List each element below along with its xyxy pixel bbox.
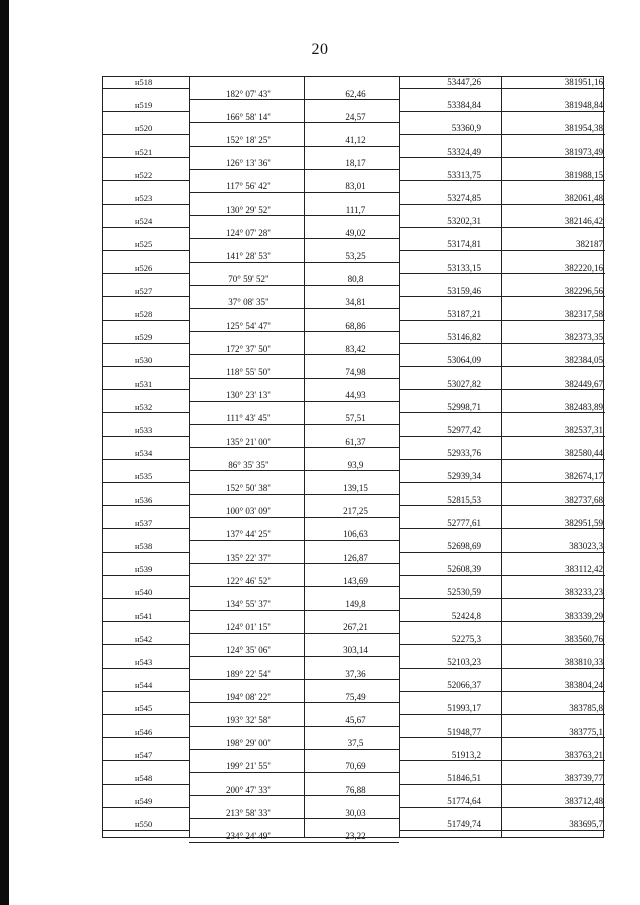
point-id: н547 (103, 750, 189, 762)
point-row (103, 286, 603, 298)
x-coordinate: 53360,9 (399, 123, 501, 135)
point-id: н525 (103, 239, 189, 251)
point-row (103, 657, 603, 669)
x-coordinate: 51749,74 (399, 819, 501, 831)
direction-angle: 152° 18' 25" (189, 135, 304, 147)
y-coordinate: 383785,8 (501, 703, 605, 715)
point-id: н548 (103, 773, 189, 785)
segment-length: 75,49 (304, 692, 399, 704)
coordinates-table (102, 76, 604, 841)
x-coordinate: 53146,82 (399, 332, 501, 344)
x-coordinate: 51993,17 (399, 703, 501, 715)
segment-length: 106,63 (304, 529, 399, 541)
segment-row (103, 715, 603, 727)
point-id: н539 (103, 564, 189, 576)
y-coordinate: 381948,84 (501, 100, 605, 112)
point-id: н542 (103, 634, 189, 646)
point-id: н536 (103, 495, 189, 507)
x-coordinate: 53384,84 (399, 100, 501, 112)
point-row (103, 796, 603, 808)
segment-length: 126,87 (304, 553, 399, 565)
y-coordinate: 383233,23 (501, 587, 605, 599)
x-coordinate: 53027,82 (399, 379, 501, 391)
direction-angle: 213° 58' 33" (189, 808, 304, 820)
y-coordinate: 383804,24 (501, 680, 605, 692)
x-coordinate: 53447,26 (399, 77, 501, 89)
y-coordinate: 383775,1 (501, 727, 605, 739)
segment-row (103, 738, 603, 750)
segment-length: 68,86 (304, 321, 399, 333)
x-coordinate: 53324,49 (399, 147, 501, 159)
direction-angle: 117° 56' 42" (189, 181, 304, 193)
point-id: н535 (103, 471, 189, 483)
y-coordinate: 382483,89 (501, 402, 605, 414)
direction-angle: 134° 55' 37" (189, 599, 304, 611)
point-row (103, 680, 603, 692)
point-row (103, 773, 603, 785)
y-coordinate: 382537,31 (501, 425, 605, 437)
point-row (103, 239, 603, 251)
segment-row (103, 692, 603, 704)
segment-row (103, 785, 603, 797)
point-row (103, 355, 603, 367)
segment-length: 217,25 (304, 506, 399, 518)
segment-length: 41,12 (304, 135, 399, 147)
segment-length: 18,17 (304, 158, 399, 170)
segment-row (103, 599, 603, 611)
point-row (103, 402, 603, 414)
y-coordinate: 382317,58 (501, 309, 605, 321)
x-coordinate: 52939,34 (399, 471, 501, 483)
segment-row (103, 321, 603, 333)
direction-angle: 198° 29' 00" (189, 738, 304, 750)
segment-length: 83,42 (304, 344, 399, 356)
segment-row (103, 158, 603, 170)
direction-angle: 172° 37' 50" (189, 344, 304, 356)
segment-length: 111,7 (304, 205, 399, 217)
segment-row (103, 344, 603, 356)
segment-row (103, 483, 603, 495)
x-coordinate: 52977,42 (399, 425, 501, 437)
y-coordinate: 382384,05 (501, 355, 605, 367)
point-row (103, 703, 603, 715)
direction-angle: 37° 08' 35" (189, 297, 304, 309)
segment-row (103, 135, 603, 147)
point-id: н520 (103, 123, 189, 135)
point-id: н540 (103, 587, 189, 599)
y-coordinate: 383739,77 (501, 773, 605, 785)
direction-angle: 141° 28' 53" (189, 251, 304, 263)
segment-row (103, 506, 603, 518)
segment-length: 30,03 (304, 808, 399, 820)
point-id: н530 (103, 355, 189, 367)
point-row (103, 611, 603, 623)
segment-row (103, 553, 603, 565)
point-row (103, 379, 603, 391)
x-coordinate: 53159,46 (399, 286, 501, 298)
segment-row (103, 89, 603, 101)
segment-row (103, 645, 603, 657)
point-row (103, 216, 603, 228)
y-coordinate: 382220,16 (501, 263, 605, 275)
point-id: н534 (103, 448, 189, 460)
direction-angle: 135° 22' 37" (189, 553, 304, 565)
direction-angle: 199° 21' 55" (189, 761, 304, 773)
segment-length: 23,22 (304, 831, 399, 843)
y-coordinate: 383695,7 (501, 819, 605, 831)
direction-angle: 86° 35' 35" (189, 460, 304, 472)
point-row (103, 123, 603, 135)
x-coordinate: 52608,39 (399, 564, 501, 576)
y-coordinate: 381973,49 (501, 147, 605, 159)
x-coordinate: 52424,8 (399, 611, 501, 623)
x-coordinate: 52815,53 (399, 495, 501, 507)
point-id: н527 (103, 286, 189, 298)
direction-angle: 122° 46' 52" (189, 576, 304, 588)
point-id: н529 (103, 332, 189, 344)
x-coordinate: 53313,75 (399, 170, 501, 182)
direction-angle: 135° 21' 00" (189, 437, 304, 449)
y-coordinate: 382187 (501, 239, 605, 251)
segment-row (103, 205, 603, 217)
segment-length: 45,67 (304, 715, 399, 727)
segment-row (103, 228, 603, 240)
direction-angle: 166° 58' 14" (189, 112, 304, 124)
y-coordinate: 383112,42 (501, 564, 605, 576)
direction-angle: 111° 43' 45" (189, 413, 304, 425)
segment-length: 37,5 (304, 738, 399, 750)
page-number: 20 (311, 41, 329, 58)
direction-angle: 124° 07' 28" (189, 228, 304, 240)
point-row (103, 309, 603, 321)
point-row (103, 332, 603, 344)
scan-edge (0, 0, 9, 905)
point-row (103, 819, 603, 831)
direction-angle: 189° 22' 54" (189, 669, 304, 681)
x-coordinate: 51774,64 (399, 796, 501, 808)
segment-length: 37,36 (304, 669, 399, 681)
point-row (103, 425, 603, 437)
segment-length: 61,37 (304, 437, 399, 449)
segment-row (103, 437, 603, 449)
point-row (103, 587, 603, 599)
segment-length: 80,8 (304, 274, 399, 286)
segment-length: 70,69 (304, 761, 399, 773)
point-row (103, 727, 603, 739)
y-coordinate: 382373,35 (501, 332, 605, 344)
direction-angle: 100° 03' 09" (189, 506, 304, 518)
segment-length: 44,93 (304, 390, 399, 402)
point-row (103, 170, 603, 182)
direction-angle: 130° 29' 52" (189, 205, 304, 217)
segment-length: 34,81 (304, 297, 399, 309)
segment-row (103, 622, 603, 634)
x-coordinate: 53202,31 (399, 216, 501, 228)
segment-row (103, 831, 603, 843)
point-id: н533 (103, 425, 189, 437)
y-coordinate: 381988,15 (501, 170, 605, 182)
point-id: н549 (103, 796, 189, 808)
direction-angle: 182° 07' 43" (189, 89, 304, 101)
point-row (103, 750, 603, 762)
point-id: н537 (103, 518, 189, 530)
direction-angle: 124° 01' 15" (189, 622, 304, 634)
y-coordinate: 382296,56 (501, 286, 605, 298)
point-id: н518 (103, 77, 189, 89)
segment-row (103, 576, 603, 588)
x-coordinate: 53274,85 (399, 193, 501, 205)
point-id: н532 (103, 402, 189, 414)
x-coordinate: 52777,61 (399, 518, 501, 530)
segment-length: 57,51 (304, 413, 399, 425)
point-row (103, 263, 603, 275)
y-coordinate: 381954,38 (501, 123, 605, 135)
x-coordinate: 52103,23 (399, 657, 501, 669)
point-row (103, 564, 603, 576)
y-coordinate: 382580,44 (501, 448, 605, 460)
point-row (103, 541, 603, 553)
segment-length: 303,14 (304, 645, 399, 657)
y-coordinate: 383810,33 (501, 657, 605, 669)
x-coordinate: 52933,76 (399, 448, 501, 460)
point-row (103, 634, 603, 646)
segment-row (103, 529, 603, 541)
point-id: н531 (103, 379, 189, 391)
segment-row (103, 274, 603, 286)
point-row (103, 193, 603, 205)
direction-angle: 193° 32' 58" (189, 715, 304, 727)
direction-angle: 125° 54' 47" (189, 321, 304, 333)
y-coordinate: 383763,21 (501, 750, 605, 762)
direction-angle: 200° 47' 33" (189, 785, 304, 797)
point-id: н545 (103, 703, 189, 715)
segment-row (103, 297, 603, 309)
x-coordinate: 53174,81 (399, 239, 501, 251)
point-id: н528 (103, 309, 189, 321)
point-id: н541 (103, 611, 189, 623)
direction-angle: 152° 50' 38" (189, 483, 304, 495)
segment-length: 143,69 (304, 576, 399, 588)
point-id: н546 (103, 727, 189, 739)
segment-length: 76,88 (304, 785, 399, 797)
direction-angle: 70° 59' 52" (189, 274, 304, 286)
segment-length: 24,57 (304, 112, 399, 124)
segment-row (103, 460, 603, 472)
point-id: н523 (103, 193, 189, 205)
x-coordinate: 53187,21 (399, 309, 501, 321)
y-coordinate: 382737,68 (501, 495, 605, 507)
x-coordinate: 52998,71 (399, 402, 501, 414)
segment-row (103, 112, 603, 124)
segment-length: 74,98 (304, 367, 399, 379)
y-coordinate: 382146,42 (501, 216, 605, 228)
segment-length: 53,25 (304, 251, 399, 263)
point-id: н550 (103, 819, 189, 831)
direction-angle: 124° 35' 06" (189, 645, 304, 657)
y-coordinate: 383023,3 (501, 541, 605, 553)
y-coordinate: 382449,67 (501, 379, 605, 391)
point-row (103, 77, 603, 89)
x-coordinate: 53133,15 (399, 263, 501, 275)
direction-angle: 118° 55' 50" (189, 367, 304, 379)
point-row (103, 448, 603, 460)
point-row (103, 100, 603, 112)
y-coordinate: 381951,16 (501, 77, 605, 89)
segment-row (103, 761, 603, 773)
y-coordinate: 383560,76 (501, 634, 605, 646)
y-coordinate: 382951,59 (501, 518, 605, 530)
direction-angle: 194° 08' 22" (189, 692, 304, 704)
point-id: н519 (103, 100, 189, 112)
point-id: н524 (103, 216, 189, 228)
y-coordinate: 383712,48 (501, 796, 605, 808)
x-coordinate: 51948,77 (399, 727, 501, 739)
segment-row (103, 808, 603, 820)
segment-length: 139,15 (304, 483, 399, 495)
point-row (103, 495, 603, 507)
y-coordinate: 382674,17 (501, 471, 605, 483)
segment-row (103, 413, 603, 425)
x-coordinate: 52275,3 (399, 634, 501, 646)
direction-angle: 234° 24' 49" (189, 831, 304, 843)
x-coordinate: 51913,2 (399, 750, 501, 762)
point-id: н526 (103, 263, 189, 275)
segment-length: 83,01 (304, 181, 399, 193)
y-coordinate: 382061,48 (501, 193, 605, 205)
point-row (103, 147, 603, 159)
segment-length: 49,02 (304, 228, 399, 240)
point-id: н521 (103, 147, 189, 159)
point-id: н522 (103, 170, 189, 182)
segment-row (103, 181, 603, 193)
x-coordinate: 53064,09 (399, 355, 501, 367)
x-coordinate: 51846,51 (399, 773, 501, 785)
segment-length: 93,9 (304, 460, 399, 472)
segment-row (103, 251, 603, 263)
point-id: н538 (103, 541, 189, 553)
direction-angle: 130° 23' 13" (189, 390, 304, 402)
x-coordinate: 52698,69 (399, 541, 501, 553)
segment-length: 267,21 (304, 622, 399, 634)
point-id: н543 (103, 657, 189, 669)
segment-row (103, 390, 603, 402)
segment-row (103, 367, 603, 379)
x-coordinate: 52530,59 (399, 587, 501, 599)
y-coordinate: 383339,29 (501, 611, 605, 623)
direction-angle: 137° 44' 25" (189, 529, 304, 541)
x-coordinate: 52066,37 (399, 680, 501, 692)
segment-length: 149,8 (304, 599, 399, 611)
point-row (103, 471, 603, 483)
point-id: н544 (103, 680, 189, 692)
segment-length: 62,46 (304, 89, 399, 101)
point-row (103, 518, 603, 530)
direction-angle: 126° 13' 36" (189, 158, 304, 170)
segment-row (103, 669, 603, 681)
